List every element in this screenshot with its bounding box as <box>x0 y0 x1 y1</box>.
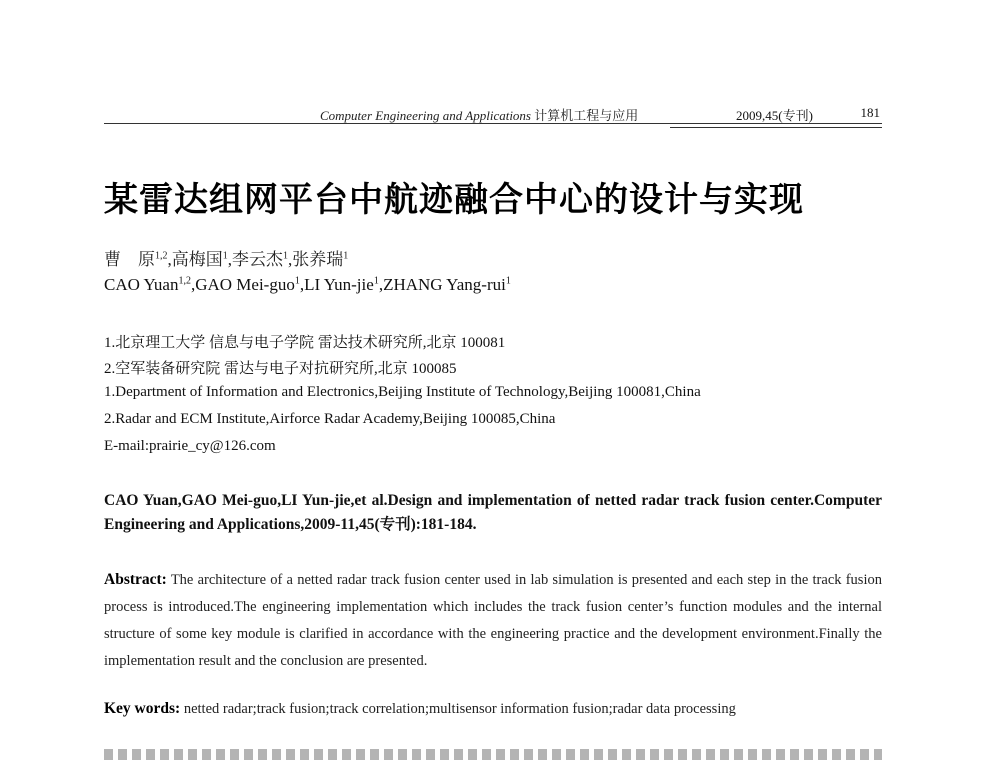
affiliation-en-1: 1.Department of Information and Electronics,Beijing Institute of Technology,Beijing 100081,China <box>104 384 701 400</box>
journal-name <box>320 105 638 124</box>
author-affiliation-mark: 1 <box>222 250 228 262</box>
author-affiliation-mark: 1 <box>283 250 288 262</box>
author-name: ZHANG Yang-rui <box>383 275 506 294</box>
abstract-text: The architecture of a netted radar track fusion center used in lab simulation is presented and each step in the track fusion process is introduced.The engineering implementation which includes the track fusion center’s function modules and the internal structure of some key module is clarified in accordance with the engineering practice and the development environment.Finally the implementation result and the conclusion are presented. <box>104 572 882 669</box>
keywords <box>104 700 882 718</box>
cut-off-text-line <box>104 749 882 760</box>
author-name: 李云杰 <box>232 250 283 269</box>
journal-name-en: Computer Engineering and Applications <box>320 108 531 123</box>
affiliation-en-2: 2.Radar and ECM Institute,Airforce Radar Academy,Beijing 100085,China <box>104 411 556 427</box>
journal-name-cn: 计算机工程与应用 <box>534 108 639 123</box>
paper-title: 某雷达组网平台中航迹融合中心的设计与实现 <box>104 182 804 219</box>
affiliation-cn-1: 1.北京理工大学 信息与电子学院 雷达技术研究所,北京 100081 <box>104 335 506 351</box>
keywords-label: Key words: <box>104 700 181 717</box>
header-rule <box>104 123 670 124</box>
author-name: CAO Yuan <box>104 275 179 294</box>
author-affiliation-mark: 1,2 <box>155 250 168 262</box>
header-rule <box>670 127 882 128</box>
author-name: GAO Mei-guo <box>195 275 295 294</box>
author-affiliation-mark: 1 <box>373 275 379 287</box>
author-affiliation-mark: 1 <box>294 275 300 287</box>
citation: CAO Yuan,GAO Mei-guo,LI Yun-jie,et al.Design and implementation of netted radar track fusion center.Computer Engineering and Applications,2009-11,45(专刊):181-184. <box>104 492 882 533</box>
keywords-text: netted radar;track fusion;track correlation;multisensor information fusion;radar data processing <box>183 701 736 717</box>
authors-english: CAO Yuan$^{1,2}$,GAO Mei-guo$^1$,LI Yun-jie$^1$,ZHANG Yang-rui$^1$ <box>104 275 511 294</box>
header-rule <box>670 123 882 124</box>
author-name: LI Yun-jie <box>304 275 374 294</box>
email: E-mail:prairie_cy@126.com <box>104 438 276 454</box>
running-header <box>104 99 882 129</box>
author-name: 张养瑞 <box>292 250 344 269</box>
author-affiliation-mark: 1,2 <box>178 275 191 287</box>
author-affiliation-mark: 1 <box>343 250 349 262</box>
affiliation-cn-2: 2.空军装备研究院 雷达与电子对抗研究所,北京 100085 <box>104 361 457 377</box>
cut-off-text-glyphs <box>104 749 882 760</box>
abstract-label: Abstract: <box>104 571 167 588</box>
issue-label: 2009,45(专刊) <box>736 108 813 123</box>
authors-chinese: 曹 原$^{1,2}$,高梅国$^1$,李云杰$^1$,张养瑞$^1$ <box>104 250 349 269</box>
page-number: 181 <box>860 105 880 120</box>
author-name: 曹 原 <box>104 250 155 269</box>
abstract <box>104 566 882 675</box>
author-affiliation-mark: 1 <box>505 275 511 287</box>
author-name: 高梅国 <box>171 250 223 269</box>
